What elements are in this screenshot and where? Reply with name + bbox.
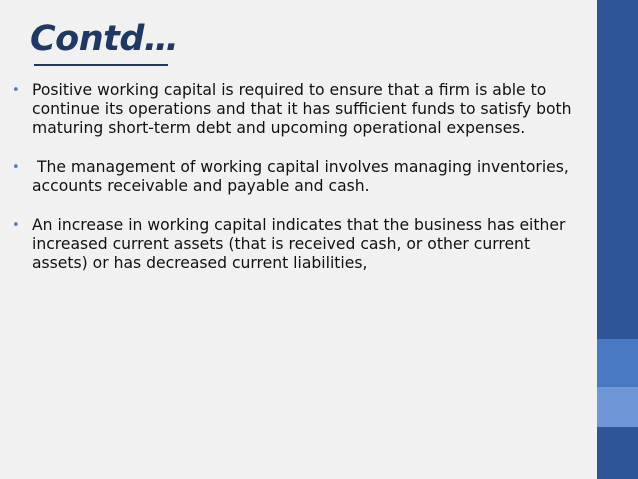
bullet-item: [12, 158, 582, 196]
side-bar-dark-block: [597, 0, 638, 339]
bullet-dot-icon: •: [12, 160, 20, 175]
side-bar-bottom-block: [597, 427, 638, 479]
bullet-item: [12, 81, 582, 138]
side-bar-mid-block: [597, 339, 638, 387]
title-underline: [34, 64, 168, 66]
bullet-dot-icon: •: [12, 218, 20, 233]
side-bar-light-block: [597, 387, 638, 427]
bullet-list: [12, 81, 582, 273]
slide-title: Contd…: [30, 19, 179, 59]
side-decoration-bar: [597, 0, 638, 479]
bullet-text: Positive working capital is required to ensure that a firm is able to continue its operations and that it has sufficient funds to satisfy both maturing short-term debt and upcoming operational expenses.: [32, 81, 572, 137]
bullet-text: An increase in working capital indicates that the business has either increased current assets (that is received cash, or other current assets) or has decreased current liabilities,: [32, 216, 566, 272]
bullet-text: The management of working capital involves managing inventories, accounts receivable and payable and cash.: [32, 158, 574, 195]
bullet-dot-icon: •: [12, 83, 20, 98]
bullet-item: [12, 216, 582, 273]
